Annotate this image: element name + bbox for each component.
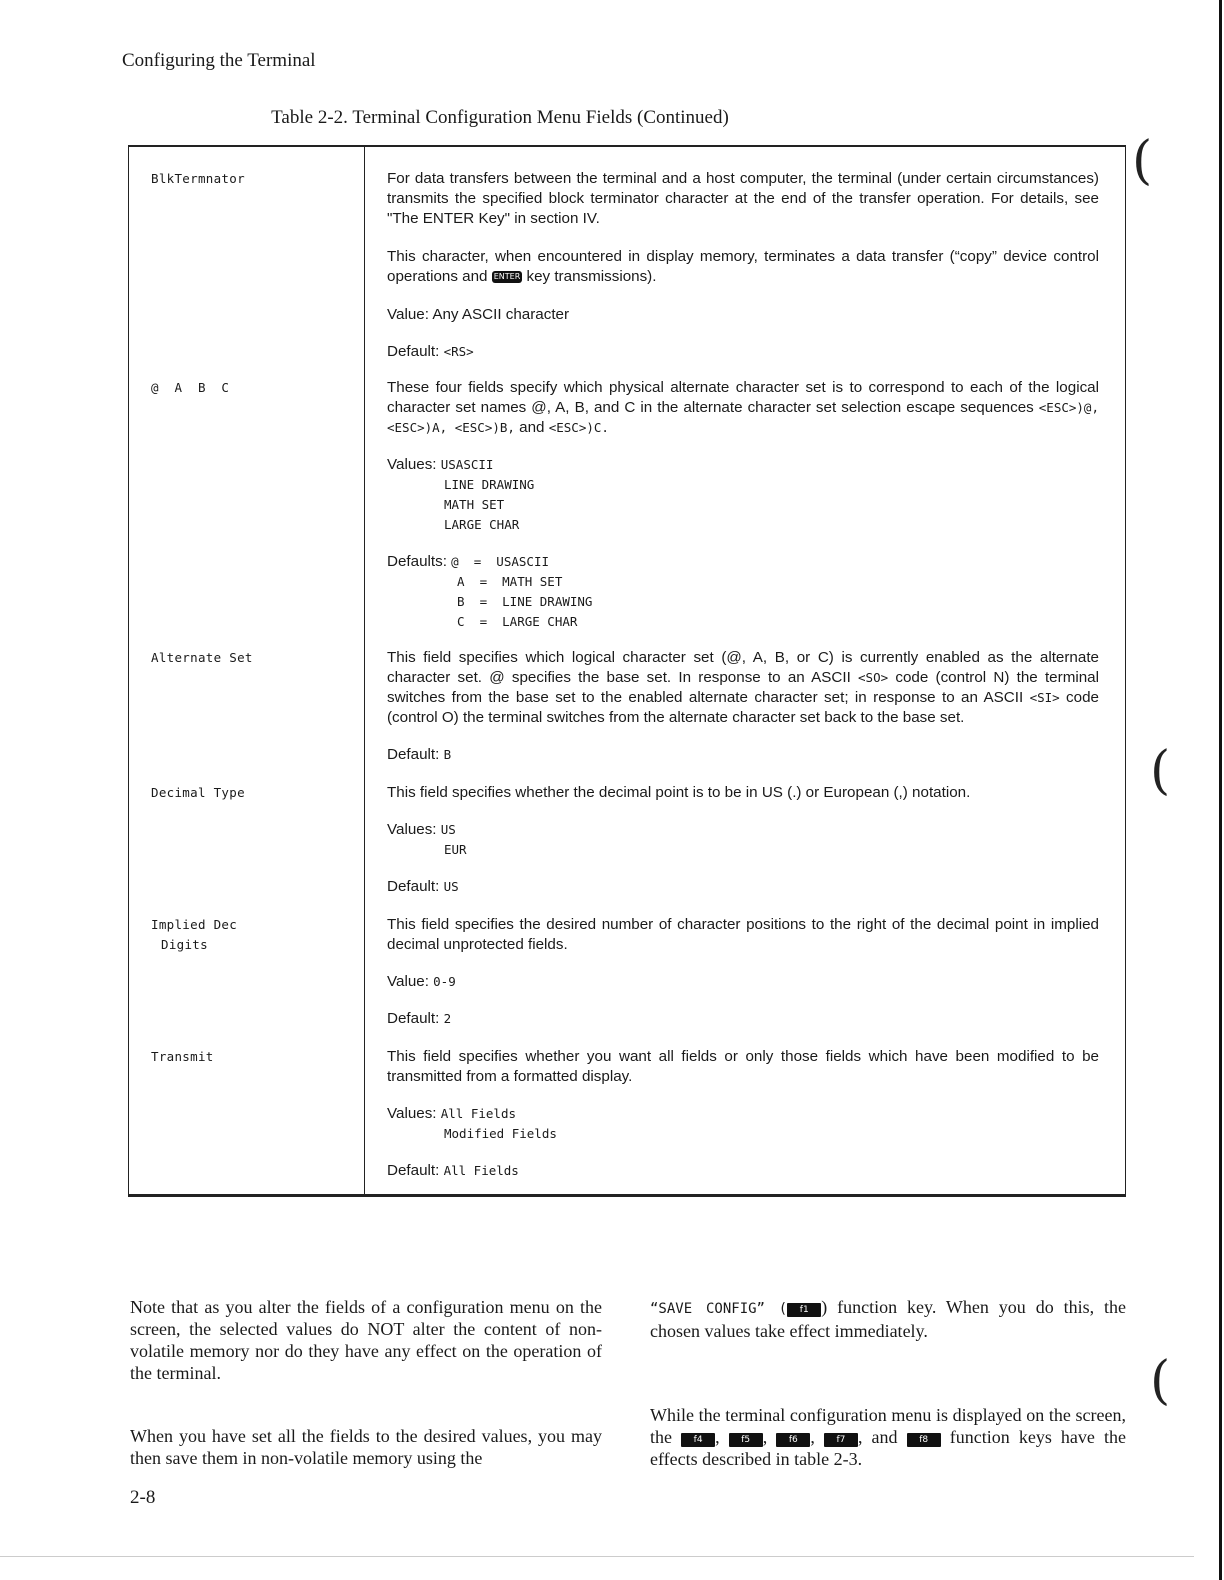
field-name-line: Digits xyxy=(161,937,208,952)
f8-key-icon: f8 xyxy=(907,1433,941,1447)
enter-key-icon: ENTER xyxy=(493,272,521,281)
blkterm-para-2-text: This character, when encountered in display memory, terminates a data transfer (“copy” device control operations and xyxy=(387,248,1099,285)
field-name-charsets: @ A B C xyxy=(151,380,230,395)
default-label: Default: xyxy=(387,343,444,360)
value-item: MATH SET xyxy=(444,497,505,512)
field-name-decimal: Decimal Type xyxy=(151,785,245,800)
f7-key-icon: f7 xyxy=(824,1433,858,1447)
binder-hole-mark: ( xyxy=(1150,1351,1171,1411)
body-right-text-3: function keys have the effects described in table 2-3. xyxy=(650,1427,1127,1469)
default-value: B xyxy=(443,747,452,762)
values-label: Values: xyxy=(387,1105,441,1122)
and-text: , and xyxy=(857,1427,907,1447)
value-label: Value: xyxy=(387,973,434,990)
default-item: C = LARGE CHAR xyxy=(457,614,578,629)
implied-value xyxy=(387,972,1099,992)
altset-default xyxy=(387,745,1099,765)
body-left-para-2: When you have set all the fields to the desired values, you may then save them in non-volatile memory using the xyxy=(130,1426,602,1468)
charsets-para-text: These four fields specify which physical alternate character set is to correspond to each of the logical character set names @, A, B, and C in the alternate character set selection escape sequences xyxy=(387,379,1099,416)
altset-text-2: code (control N) the terminal switches from the base set to the enabled alternate character set; in response to an ASCII xyxy=(387,669,1099,706)
field-desc-transmit xyxy=(387,1047,1099,1181)
blkterm-value: Value: Any ASCII character xyxy=(387,306,570,323)
default-value: US xyxy=(443,879,459,894)
f1-key-icon: f1 xyxy=(787,1303,821,1317)
charsets-values xyxy=(387,455,1099,535)
so-code: <SO> xyxy=(858,670,889,685)
value-item: US xyxy=(440,822,456,837)
config-fields-table xyxy=(128,145,1126,1197)
body-right-para-2: While the terminal configuration menu is displayed on the screen, the f4 , f5 , f6 , f7 , and f8 function keys have the effects described in table 2-3. xyxy=(650,1405,1127,1469)
value-item: USASCII xyxy=(440,457,494,472)
field-name-transmit: Transmit xyxy=(151,1049,214,1064)
decimal-default xyxy=(387,877,1099,897)
save-config-label: “SAVE CONFIG” ( xyxy=(650,1301,788,1317)
field-desc-implied xyxy=(387,915,1099,1029)
charsets-and: and xyxy=(514,419,549,436)
default-value: <RS> xyxy=(443,344,474,359)
transmit-default xyxy=(387,1161,1099,1181)
charsets-para-1 xyxy=(387,378,1099,438)
value-item: All Fields xyxy=(440,1106,517,1121)
value-item: LARGE CHAR xyxy=(444,517,520,532)
defaults-label: Defaults: xyxy=(387,553,452,570)
blkterm-default xyxy=(387,342,1099,362)
default-label: Default: xyxy=(387,1162,444,1179)
default-value: 2 xyxy=(443,1011,452,1026)
value-item: LINE DRAWING xyxy=(444,477,535,492)
implied-default xyxy=(387,1009,1099,1029)
escape-code-last: <ESC>)C. xyxy=(548,420,609,435)
value-range: 0-9 xyxy=(433,974,456,989)
section-header: Configuring the Terminal xyxy=(122,50,316,71)
page-number: 2-8 xyxy=(130,1487,156,1508)
implied-para-1: This field specifies the desired number of character positions to the right of the decimal point in implied decimal unprotected fields. xyxy=(387,916,1099,953)
field-desc-decimal xyxy=(387,783,1099,897)
transmit-para-1: This field specifies whether you want all fields or only those fields which have been modified to be transmitted from a formatted display. xyxy=(387,1048,1099,1085)
body-right-text: ) function key. When you do this, the chosen values take effect immediately. xyxy=(650,1297,1126,1341)
body-left-para-1: Note that as you alter the fields of a configuration menu on the screen, the selected values do NOT alter the content of non-volatile memory nor do they have any effect on the operation of the terminal. xyxy=(130,1297,602,1383)
binder-hole-mark: ( xyxy=(1150,741,1171,801)
blkterm-para-1: For data transfers between the terminal and a host computer, the terminal (under certain circumstances) transmits the specified block terminator character at the end of the transfer operation. For details, see "The ENTER Key" in section IV. xyxy=(387,170,1099,227)
body-right-text-2: While the terminal configuration menu is displayed on the screen, the xyxy=(650,1405,1126,1447)
binder-hole-mark: ( xyxy=(1132,131,1153,191)
default-item: A = MATH SET xyxy=(457,574,563,589)
body-right-para-1 xyxy=(650,1296,1126,1342)
value-item: EUR xyxy=(444,842,467,857)
field-name-altset: Alternate Set xyxy=(151,650,253,665)
default-label: Default: xyxy=(387,746,444,763)
field-name-implied xyxy=(151,915,237,955)
footer-rule xyxy=(0,1556,1194,1557)
blkterm-para-2-tail: key transmissions). xyxy=(522,268,657,285)
escape-codes: <ESC>)@, <ESC>)A, <ESC>)B, xyxy=(387,400,1099,435)
default-value: All Fields xyxy=(443,1163,519,1178)
table-caption: Table 2-2. Terminal Configuration Menu Fields (Continued) xyxy=(271,107,729,128)
f6-key-icon: f6 xyxy=(776,1433,810,1447)
altset-para-1 xyxy=(387,648,1099,728)
f5-key-icon: f5 xyxy=(729,1433,763,1447)
default-label: Default: xyxy=(387,878,444,895)
value-item: Modified Fields xyxy=(444,1126,557,1141)
charsets-defaults xyxy=(387,552,1099,632)
binder-edge xyxy=(1219,0,1222,1580)
default-label: Default: xyxy=(387,1010,444,1027)
blkterm-para-2 xyxy=(387,247,1099,287)
default-item: @ = USASCII xyxy=(451,554,549,569)
transmit-values xyxy=(387,1104,1099,1144)
si-code: <SI> xyxy=(1029,690,1060,705)
field-desc-altset xyxy=(387,648,1099,765)
altset-text: This field specifies which logical character set (@, A, B, or C) is currently enabled as the alternate character set. @ specifies the base set. In response to an ASCII xyxy=(387,649,1099,686)
altset-text-3: code (control O) the terminal switches from the alternate character set back to the base set. xyxy=(387,689,1099,726)
values-label: Values: xyxy=(387,821,441,838)
field-desc-charsets xyxy=(387,378,1099,632)
column-divider xyxy=(364,147,365,1194)
decimal-values xyxy=(387,820,1099,860)
f4-key-icon: f4 xyxy=(681,1433,715,1447)
decimal-para-1: This field specifies whether the decimal point is to be in US (.) or European (,) notation. xyxy=(387,784,971,801)
field-desc-blkterm xyxy=(387,169,1099,362)
field-name-blkterm: BlkTermnator xyxy=(151,171,245,186)
default-item: B = LINE DRAWING xyxy=(457,594,593,609)
values-label: Values: xyxy=(387,456,441,473)
field-name-line: Implied Dec xyxy=(151,917,238,932)
